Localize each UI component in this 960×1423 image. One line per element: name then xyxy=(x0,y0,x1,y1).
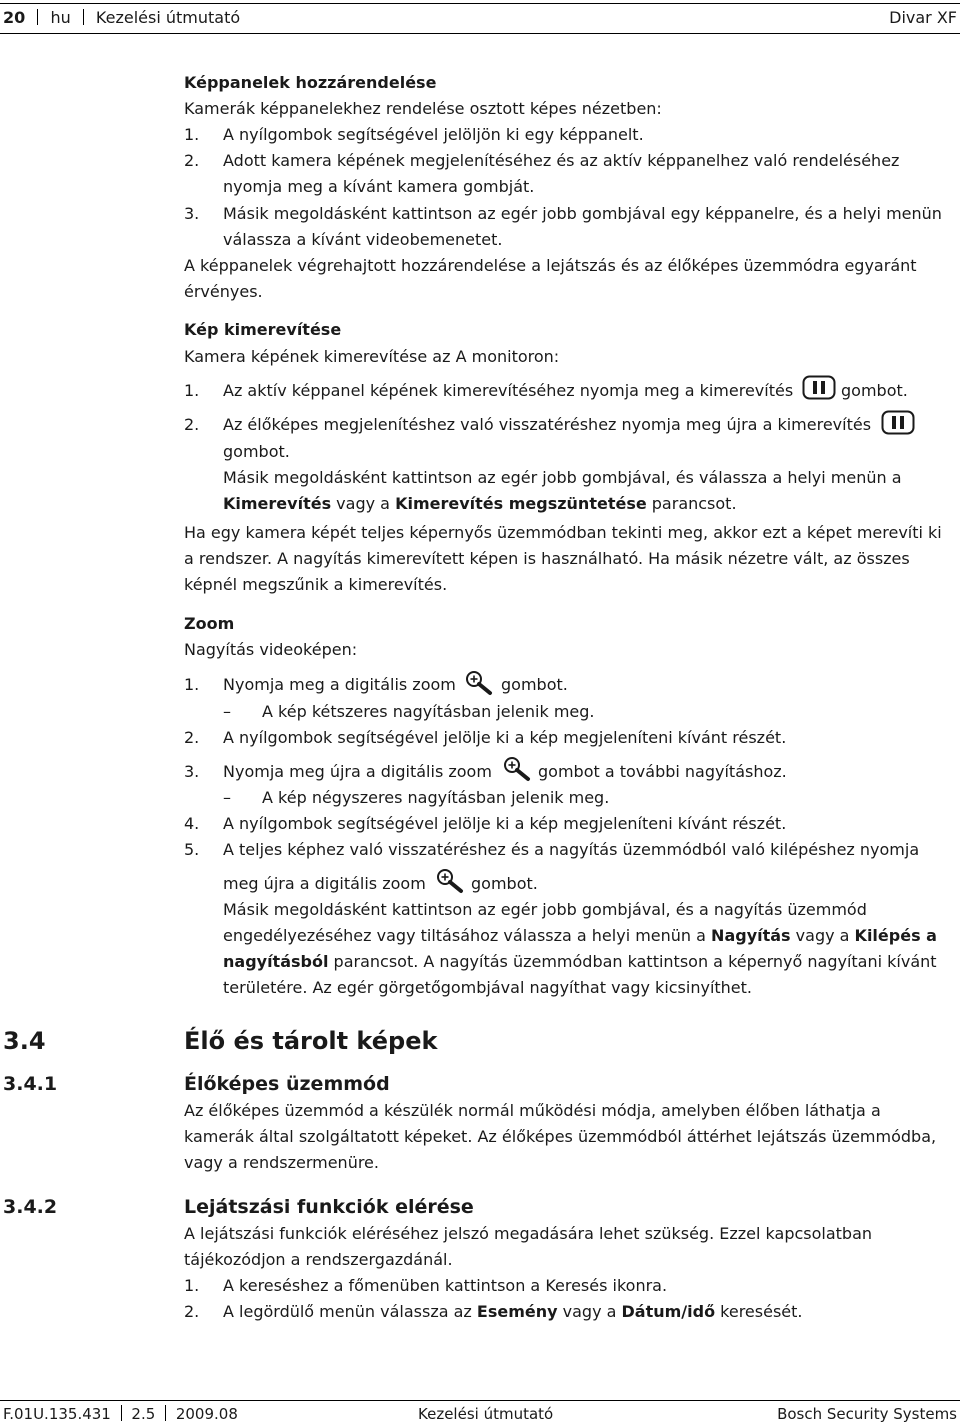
header xyxy=(3,8,240,27)
list-item-text: A teljes képhez való visszatéréshez és a nagyítás üzemmódból való kilépéshez nyomja xyxy=(223,840,920,859)
zoom-alternative: területére. Az egér görgetőgombjával nagyíthat vagy kicsinyíthet. xyxy=(223,978,753,997)
list-item-text: gombot. xyxy=(841,381,908,400)
zoom-intro: Nagyítás videoképen: xyxy=(184,640,358,659)
list-item-text: A nyílgombok segítségével jelölje ki a kép megjeleníteni kívánt részét. xyxy=(223,814,787,833)
header-bottom-rule xyxy=(0,33,960,34)
footer-company: Bosch Security Systems xyxy=(777,1405,957,1423)
header-product: Divar XF xyxy=(889,8,957,27)
menu-command: Dátum/idő xyxy=(621,1302,716,1321)
list-item-text: Nyomja meg a digitális zoom xyxy=(223,675,456,694)
text-span: engedélyezéséhez vagy tiltásához válassza a helyi menün a xyxy=(223,926,712,945)
list-number: 1. xyxy=(184,1276,200,1295)
section-number: 3.4.2 xyxy=(3,1196,58,1218)
list-item-text: A kereséshez a főmenüben kattintson a Keresés ikonra. xyxy=(223,1276,668,1295)
section-title-panel-assign: Képpanelek hozzárendelése xyxy=(184,73,437,92)
list-item-text: gombot a további nagyításhoz. xyxy=(538,762,787,781)
header-separator xyxy=(37,9,38,25)
freeze-pause-icon xyxy=(881,410,915,435)
footer-rule xyxy=(0,1400,960,1401)
playback-paragraph: A lejátszási funkciók eléréséhez jelszó megadására lehet szükség. Ezzel kapcsolatban xyxy=(184,1224,873,1243)
sub-item-text: A kép kétszeres nagyításban jelenik meg. xyxy=(262,702,595,721)
menu-command: nagyításból xyxy=(223,952,329,971)
list-number: 1. xyxy=(184,381,200,400)
text-span: parancsot. xyxy=(646,494,737,513)
panel-assign-note: érvényes. xyxy=(184,282,263,301)
live-paragraph: Az élőképes üzemmód a készülék normál működési módja, amelyben élőben láthatja a xyxy=(184,1101,881,1120)
list-item-text: Nyomja meg újra a digitális zoom xyxy=(223,762,492,781)
footer-version: 2.5 xyxy=(131,1405,156,1423)
footer-separator xyxy=(165,1405,166,1421)
header-doc-title: Kezelési útmutató xyxy=(95,8,241,27)
list-item-text: Az aktív képpanel képének kimerevítéséhez nyomja meg a kimerevítés xyxy=(223,381,794,400)
text-span: vagy a xyxy=(557,1302,622,1321)
footer-date: 2009.08 xyxy=(175,1405,238,1423)
menu-command: Nagyítás xyxy=(711,926,791,945)
freeze-paragraph: Ha egy kamera képét teljes képernyős üzemmódban tekinti meg, akkor ezt a képet merevíti ki xyxy=(184,523,942,542)
header-separator xyxy=(83,9,84,25)
text-span: A legördülő menün válassza az xyxy=(223,1302,477,1321)
list-number: 5. xyxy=(184,840,200,859)
section-title-zoom: Zoom xyxy=(184,614,235,633)
chapter-number: 3.4 xyxy=(3,1027,46,1055)
page-number: 20 xyxy=(3,8,26,27)
text-span: parancsot. A nagyítás üzemmódban kattintson a képernyő nagyítani kívánt xyxy=(328,952,937,971)
menu-command: Kimerevítés megszüntetése xyxy=(395,494,647,513)
zoom-magnifier-icon xyxy=(435,868,465,894)
list-number: 2. xyxy=(184,415,200,434)
text-span: vagy a xyxy=(331,494,396,513)
playback-paragraph: tájékozódjon a rendszergazdánál. xyxy=(184,1250,453,1269)
list-number: 2. xyxy=(184,151,200,170)
text-span: keresését. xyxy=(715,1302,803,1321)
sub-dash: – xyxy=(223,702,231,721)
list-item-text: gombot. xyxy=(471,874,538,893)
sub-item-text: A kép négyszeres nagyításban jelenik meg. xyxy=(262,788,610,807)
list-number: 3. xyxy=(184,204,200,223)
list-item-text: válassza a kívánt videobemenetet. xyxy=(223,230,503,249)
menu-command: Kilépés a xyxy=(854,926,937,945)
list-item-text: nyomja meg a kívánt kamera gombját. xyxy=(223,177,535,196)
section-title-playback: Lejátszási funkciók elérése xyxy=(184,1196,474,1218)
list-item-text: gombot. xyxy=(223,442,290,461)
live-paragraph: kamerák által szolgáltatott képeket. Az élőképes üzemmódból áttérhet lejátszás üzemmódba, xyxy=(184,1127,937,1146)
list-item-text: A nyílgombok segítségével jelöljön ki egy képpanelt. xyxy=(223,125,644,144)
freeze-pause-icon xyxy=(802,375,836,400)
chapter-title: Élő és tárolt képek xyxy=(184,1027,438,1055)
header-section: hu xyxy=(50,8,71,27)
zoom-magnifier-icon xyxy=(464,670,494,696)
list-item-text: A nyílgombok segítségével jelölje ki a kép megjeleníteni kívánt részét. xyxy=(223,728,787,747)
zoom-alternative xyxy=(223,926,937,945)
footer-left xyxy=(3,1405,238,1423)
freeze-paragraph: képnél megszűnik a kimerevítés. xyxy=(184,575,448,594)
section-number: 3.4.1 xyxy=(3,1073,58,1095)
list-item-text: Adott kamera képének megjelenítéséhez és az aktív képpanelhez való rendeléséhez xyxy=(223,151,900,170)
section-title-freeze: Kép kimerevítése xyxy=(184,320,342,339)
text-span: vagy a xyxy=(790,926,855,945)
list-item-text: Az élőképes megjelenítéshez való visszatéréshez nyomja meg újra a kimerevítés xyxy=(223,415,872,434)
freeze-alternative xyxy=(223,494,737,513)
list-number: 3. xyxy=(184,762,200,781)
list-item-text: meg újra a digitális zoom xyxy=(223,874,426,893)
freeze-paragraph: a rendszer. A nagyítás kimerevített képen is használható. Ha másik nézetre vált, az összes xyxy=(184,549,910,568)
list-number: 2. xyxy=(184,1302,200,1321)
footer-separator xyxy=(121,1405,122,1421)
list-item-text xyxy=(223,1302,803,1321)
menu-command: Esemény xyxy=(476,1302,558,1321)
zoom-alternative: Másik megoldásként kattintson az egér jobb gombjával, és a nagyítás üzemmód xyxy=(223,900,867,919)
live-paragraph: vagy a rendszermenüre. xyxy=(184,1153,379,1172)
footer-doc-title: Kezelési útmutató xyxy=(418,1405,554,1423)
panel-assign-intro: Kamerák képpanelekhez rendelése osztott képes nézetben: xyxy=(184,99,662,118)
zoom-magnifier-icon xyxy=(502,756,532,782)
header-top-rule xyxy=(0,3,960,4)
menu-command: Kimerevítés xyxy=(223,494,332,513)
zoom-alternative xyxy=(223,952,937,971)
list-number: 2. xyxy=(184,728,200,747)
list-number: 1. xyxy=(184,675,200,694)
freeze-intro: Kamera képének kimerevítése az A monitoron: xyxy=(184,347,560,366)
footer-doc-id: F.01U.135.431 xyxy=(3,1405,111,1423)
section-title-live: Élőképes üzemmód xyxy=(184,1073,390,1095)
list-item-text: Másik megoldásként kattintson az egér jobb gombjával egy képpanelre, és a helyi menün xyxy=(223,204,942,223)
sub-dash: – xyxy=(223,788,231,807)
list-number: 4. xyxy=(184,814,200,833)
panel-assign-note: A képpanelek végrehajtott hozzárendelése a lejátszás és az élőképes üzemmódra egyaránt xyxy=(184,256,917,275)
list-item-text: gombot. xyxy=(501,675,568,694)
list-number: 1. xyxy=(184,125,200,144)
freeze-alternative: Másik megoldásként kattintson az egér jobb gombjával, és válassza a helyi menün a xyxy=(223,468,902,487)
